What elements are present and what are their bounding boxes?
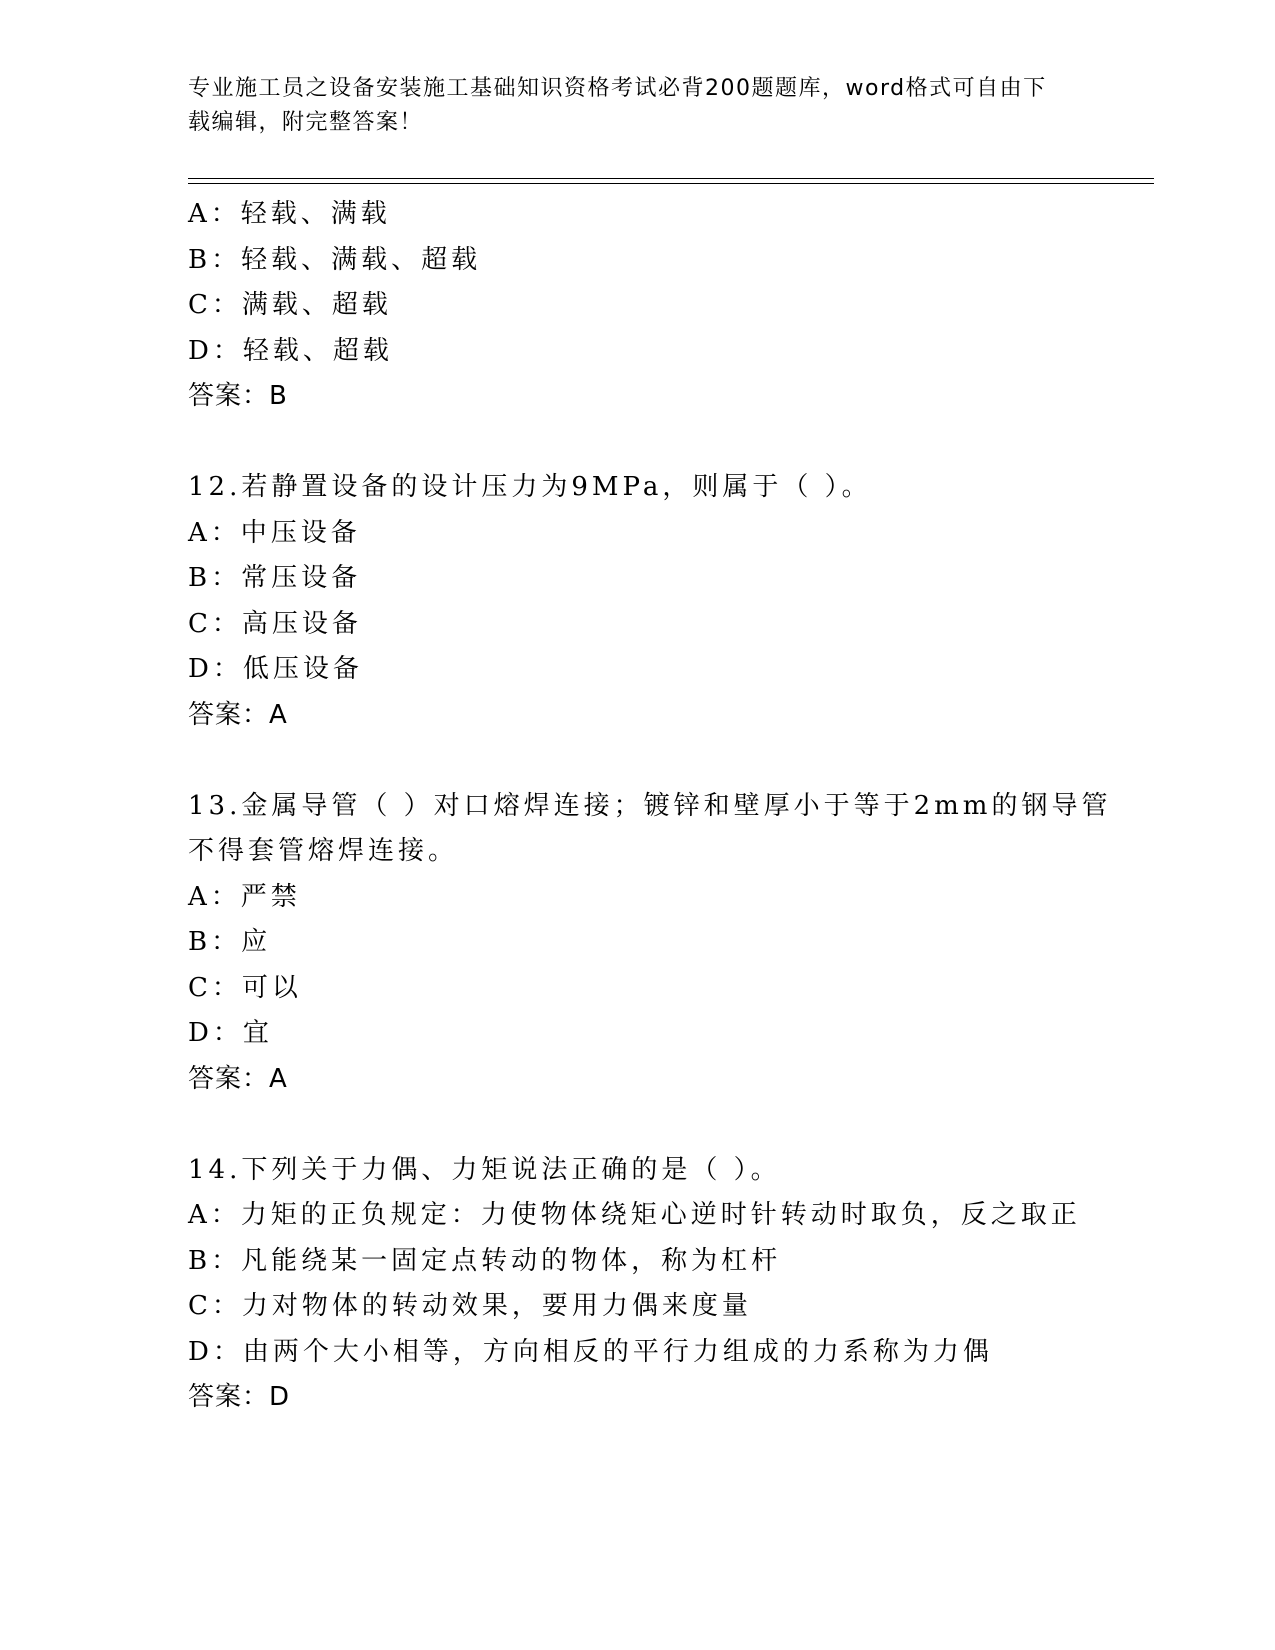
answer-line: 答案：A <box>188 699 288 730</box>
option-d: D：轻载、超载 <box>188 335 393 366</box>
option-a: A：力矩的正负规定：力使物体绕矩心逆时针转动时取负，反之取正 <box>188 1200 1081 1230</box>
answer-line: 答案：B <box>188 381 288 411</box>
option-c: C：高压设备 <box>188 608 362 639</box>
option-a: A：中压设备 <box>188 517 361 548</box>
option-a: A：严禁 <box>188 881 301 912</box>
option-a: A：轻载、满载 <box>188 199 391 229</box>
option-c: C：可以 <box>188 972 302 1003</box>
question-spacer <box>188 738 1148 784</box>
answer-line: 答案：D <box>188 1382 291 1412</box>
header-divider-top <box>188 178 1154 179</box>
option-c: C：力对物体的转动效果，要用力偶来度量 <box>188 1291 752 1321</box>
question-content <box>188 192 1148 1421</box>
question-stem: 13.金属导管（ ）对口熔焊连接；镀锌和壁厚小于等于2mm的钢导管 <box>188 790 1112 821</box>
option-b: B：轻载、满载、超载 <box>188 244 482 275</box>
question-14 <box>188 1148 1148 1421</box>
question-stem: 14.下列关于力偶、力矩说法正确的是（ ）。 <box>188 1154 781 1185</box>
answer-line: 答案：A <box>188 1063 288 1094</box>
question-13 <box>188 784 1148 1103</box>
document-header <box>188 72 1068 140</box>
option-c: C：满载、超载 <box>188 290 392 320</box>
question-12 <box>188 465 1148 738</box>
option-d: D：低压设备 <box>188 654 363 684</box>
option-b: B：常压设备 <box>188 563 362 593</box>
option-b: B：凡能绕某一固定点转动的物体，称为杠杆 <box>188 1245 782 1276</box>
option-d: D：宜 <box>188 1018 273 1048</box>
option-d: D：由两个大小相等，方向相反的平行力组成的力系称为力偶 <box>188 1336 993 1367</box>
question-spacer <box>188 420 1148 466</box>
question-spacer <box>188 1102 1148 1148</box>
question-stem-continued: 不得套管熔焊连接。 <box>188 836 459 866</box>
option-b: B：应 <box>188 927 272 957</box>
header-divider-bottom <box>188 183 1154 184</box>
header-title: 专业施工员之设备安装施工基础知识资格考试必背200题题库，word格式可自由下载编辑，附完整答案！ <box>188 76 1047 135</box>
question-11-continued <box>188 192 1148 420</box>
question-stem: 12.若静置设备的设计压力为9MPa，则属于（ ）。 <box>188 472 872 502</box>
